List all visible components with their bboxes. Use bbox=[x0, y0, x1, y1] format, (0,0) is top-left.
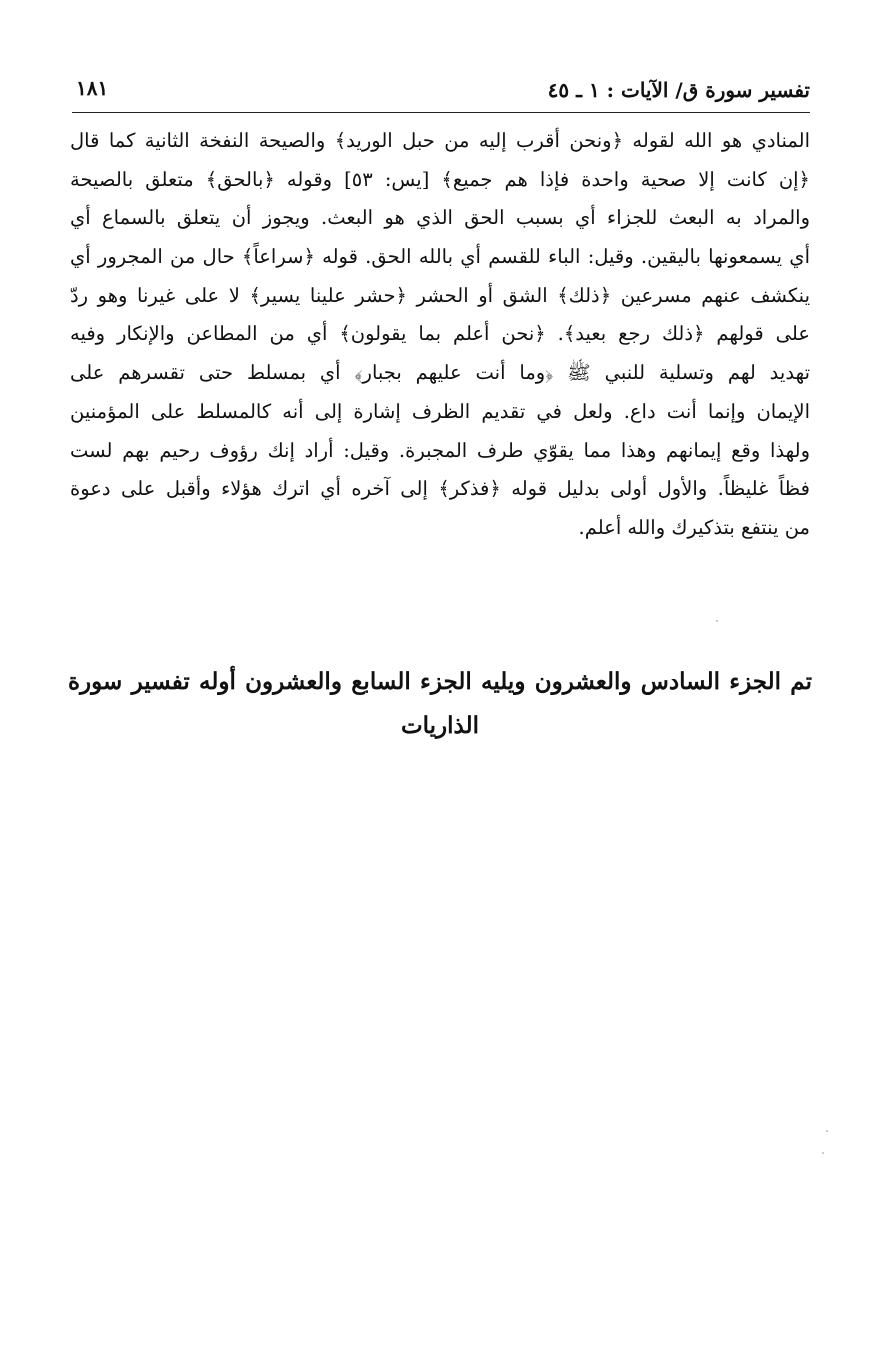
volume-closing-note bbox=[68, 660, 812, 748]
scan-speck bbox=[826, 1130, 828, 1132]
running-header bbox=[72, 72, 810, 113]
text-line-10: فظاً غليظاً. والأول أولى بدليل قوله ﴿فذكر﴾ إلى آخره أي اترك هؤلاء وأقبل على دعوة bbox=[70, 477, 810, 501]
text-line-3: والمراد به البعث للجزاء أي بسبب الحق الذي هو البعث. ويجوز أن يتعلق بالسماع أي bbox=[70, 206, 810, 230]
running-title: تفسير سورة ق/ الآيات : ١ ـ ٤٥ bbox=[547, 78, 810, 102]
text-line-1: المنادي هو الله لقوله ﴿ونحن أقرب إليه من حبل الوريد﴾ والصيحة النفخة الثانية كما قال bbox=[70, 129, 810, 152]
text-line-6: على قولهم ﴿ذلك رجع بعيد﴾. ﴿نحن أعلم بما يقولون﴾ أي من المطاعن والإنكار وفيه bbox=[70, 322, 810, 346]
text-line-8: الإيمان وإنما أنت داع. ولعل في تقديم الظرف إشارة إلى أنه كالمسلط على المؤمنين bbox=[70, 399, 810, 423]
page-number: ١٨١ bbox=[76, 76, 109, 100]
text-line-9: ولهذا وقع إيمانهم وهذا مما يقوّي طرف المجبرة. وقيل: أراد إنك رؤوف رحيم بهم لست bbox=[70, 438, 810, 462]
closing-note-line-1: تم الجزء السادس والعشرون ويليه الجزء السابع والعشرون أوله تفسير سورة bbox=[68, 668, 812, 695]
scan-speck bbox=[822, 1152, 824, 1154]
closing-note-line-2: الذاريات bbox=[400, 712, 480, 739]
text-line-11: من ينتفع بتذكيرك والله أعلم. bbox=[578, 515, 810, 539]
commentary-paragraph bbox=[70, 122, 810, 548]
text-line-2: ﴿إن كانت إلا صحية واحدة فإذا هم جميع﴾ [يس: ٥٣] وقوله ﴿بالحق﴾ متعلق بالصيحة bbox=[70, 167, 810, 191]
text-line-7: تهديد لهم وتسلية للنبي ﷺ ﴿وما أنت عليهم بجبار﴾ أي بمسلط حتى تقسرهم على bbox=[70, 361, 810, 385]
text-line-4: أي يسمعونها باليقين. وقيل: الباء للقسم أي بالله الحق. قوله ﴿سراعاً﴾ حال من المجرور أي bbox=[70, 245, 810, 269]
text-line-5: ينكشف عنهم مسرعين ﴿ذلك﴾ الشق أو الحشر ﴿حشر علينا يسير﴾ لا على غيرنا وهو ردّ bbox=[70, 283, 810, 307]
scan-speck bbox=[716, 620, 718, 622]
